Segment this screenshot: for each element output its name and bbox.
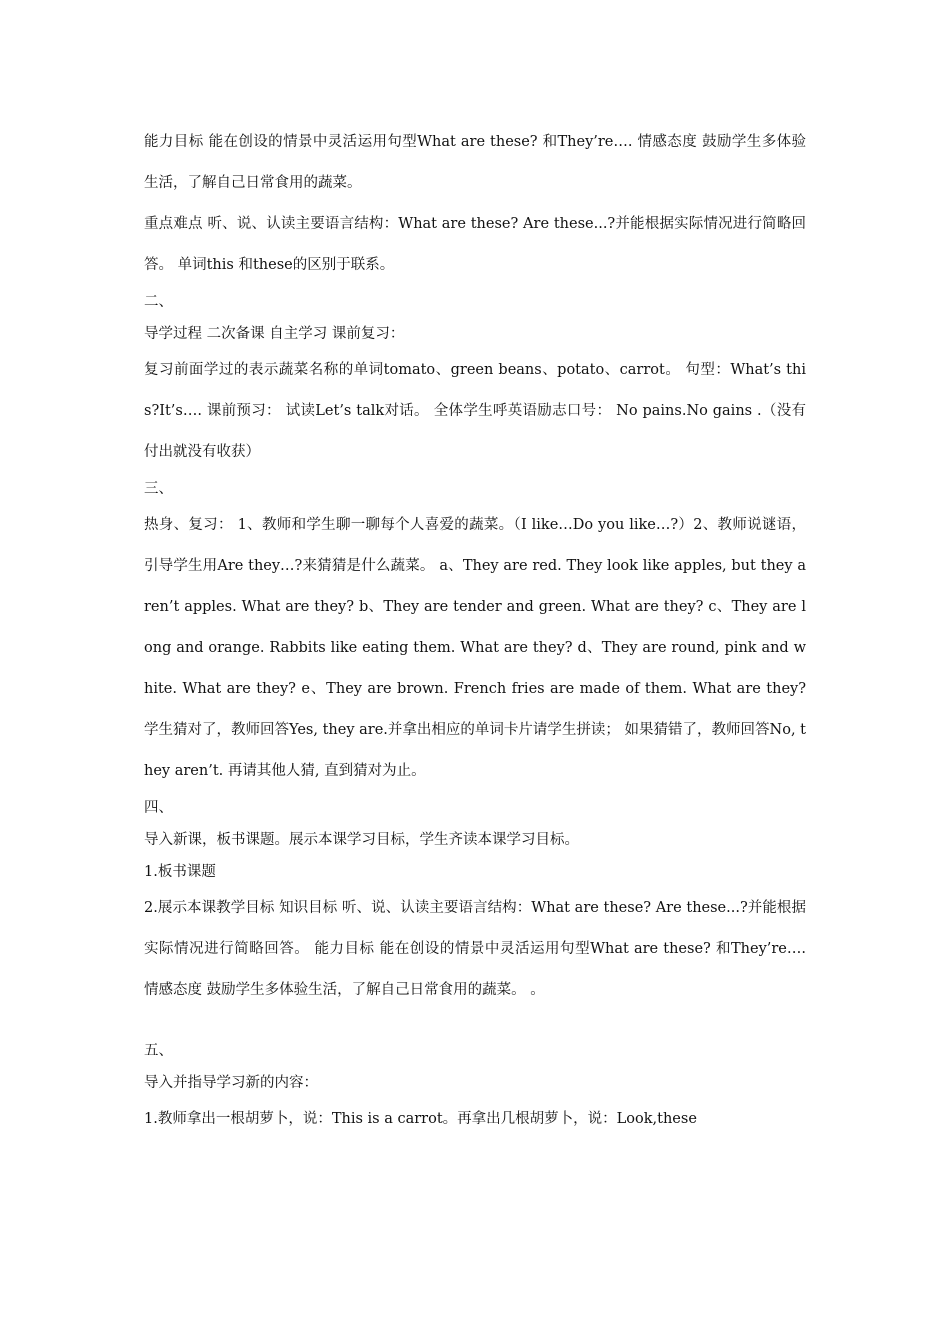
paragraph-guided-process: 导学过程 二次备课 自主学习 课前复习： (144, 326, 405, 342)
section-heading-2: 二、 (144, 294, 173, 310)
paragraph-board-title: 1.板书课题 (144, 864, 216, 880)
document-body (144, 122, 806, 1140)
paragraph-teaching-goals: 2.展示本课教学目标 知识目标 听、说、认读主要语言结构：What are these? Are these...?并能根据实际情况进行简略回答。 能力目标 能在创设的情景中灵活运用句型What are these? 和They’re…. 情感态度 鼓励学生多体验生活，了解自己日常食用的蔬菜。 。 (144, 900, 806, 998)
blank-line (144, 1011, 806, 1035)
paragraph-warm-up: 热身、复习： 1、教师和学生聊一聊每个人喜爱的蔬菜。（I like…Do you like…?）2、教师说谜语，引导学生用Are they…?来猜猜是什么蔬菜。 a、They are red. They look like apples, but they aren’t apples. What are they? b、They are tender and green. What are they? c、They are long and orange. Rabbits like eating them. What are they? d、They are round, pink and white. What are they? e、They are brown. French fries are made of them. What are they? 学生猜对了，教师回答Yes, they are.并拿出相应的单词卡片请学生拼读； 如果猜错了，教师回答No, they aren’t. 再请其他人猜, 直到猜对为止。 (144, 517, 806, 779)
paragraph-carrot-demo: 1.教师拿出一根胡萝卜，说：This is a carrot。再拿出几根胡萝卜，说：Look,these (144, 1111, 697, 1127)
section-heading-5: 五、 (144, 1043, 173, 1059)
paragraph-key-difficulties: 重点难点 听、说、认读主要语言结构：What are these? Are these...?并能根据实际情况进行简略回答。 单词this 和these的区别于联系。 (144, 216, 806, 273)
paragraph-new-lesson: 导入新课，板书课题。展示本课学习目标，学生齐读本课学习目标。 (144, 832, 579, 848)
section-heading-4: 四、 (144, 800, 173, 816)
paragraph-ability-goal: 能力目标 能在创设的情景中灵活运用句型What are these? 和They’re…. 情感态度 鼓励学生多体验生活，了解自己日常食用的蔬菜。 (144, 134, 806, 191)
paragraph-guide-new-content: 导入并指导学习新的内容： (144, 1075, 318, 1091)
section-heading-3: 三、 (144, 481, 173, 497)
paragraph-review: 复习前面学过的表示蔬菜名称的单词tomato、green beans、potato、carrot。 句型：What’s this?It’s…. 课前预习： 试读Let’s talk对话。 全体学生呼英语励志口号： No pains.No gains .（没有付出就没有收获） (144, 362, 806, 460)
